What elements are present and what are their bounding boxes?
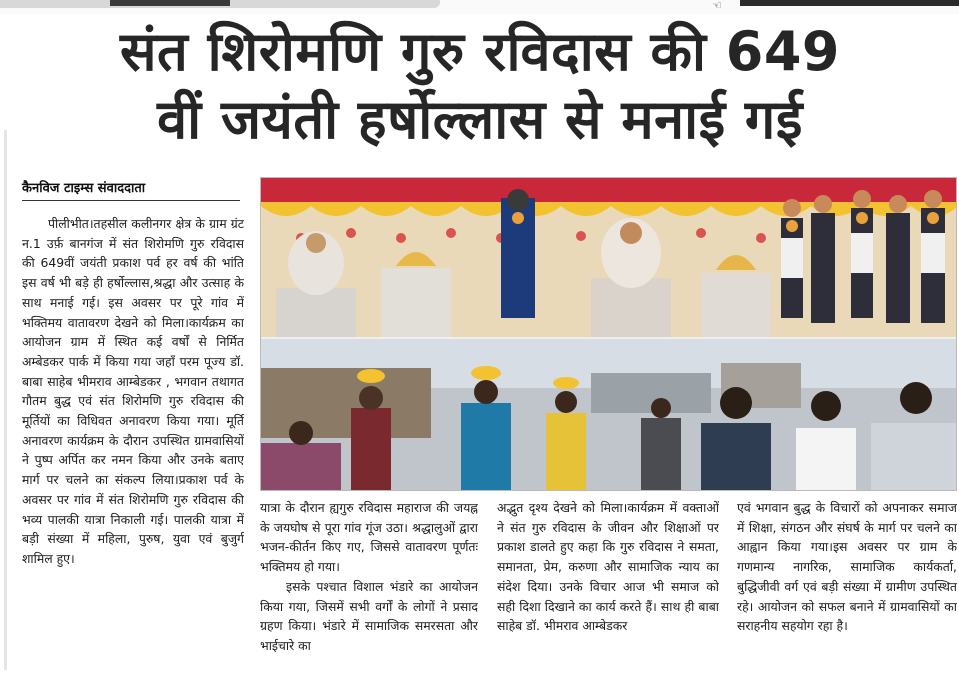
event-photo-collage (260, 177, 957, 491)
cropped-top-strip (0, 0, 959, 14)
column-divider (4, 130, 7, 670)
article-column-3 (497, 498, 719, 674)
byline: कैनविज टाइम्स संवाददाता (22, 178, 240, 201)
article-paragraph: यात्रा के दौरान ह्यगुरु रविदास महाराज की जयह्न के जयघोष से पूरा गांव गूंज उठा। श्रद्धालुओं द्वारा भजन-कीर्तन किए गए, जिससे वातावरण पूर्णतः भक्तिमय हो गया। (260, 500, 478, 575)
article-column-1 (22, 214, 244, 674)
article-paragraph: पीलीभीत।तहसील कलीनगर क्षेत्र के ग्राम ग्रंट न.1 उर्फ़ बानगंज में संत शिरोमणि गुरु रविदास की 649वीं जयंती प्रकाश पर्व हर वर्ष की भांति इस वर्ष भी बड़े ही हर्षोल्लास,श्रद्धा और उत्साह के साथ मनाई गई। इस अवसर पर पूरे गांव में भक्तिमय वातावरण देखने को मिला।कार्यक्रम का आयोजन ग्राम में स्थित कई वर्षों से निर्मित अम्बेडकर पार्क में किया गया जहाँ परम पूज्य डॉ. बाबा साहेब भीमराव आम्बेडकर , भगवान तथागत गौतम बुद्ध एवं संत शिरोमणि गुरु रविदास की मूर्तियों का विधिवत अनावरण किया गया। मूर्ति अनावरण कार्यक्रम के दौरान उपस्थित ग्रामवासियों ने पुष्प अर्पित कर नमन किया और उनके बताए मार्ग पर चलने का संकल्प लिया।प्रकाश पर्व के अवसर पर गांव में संत शिरोमणि गुरु रविदास की भव्य पालकी यात्रा निकाली गई। पालकी यात्रा में बड़ी संख्या में महिला, पुरुष, युवा एवं बुजुर्ग शामिल हुए। (22, 216, 244, 566)
cropped-header-fragment-right (740, 0, 959, 6)
article-headline (10, 18, 950, 168)
article-paragraph: एवं भगवान बुद्ध के विचारों को अपनाकर समाज में शिक्षा, संगठन और संघर्ष के मार्ग पर चलने का आह्वान किया गया।इस अवसर पर ग्राम के गणमान्य नागरिक, सामाजिक कार्यकर्ता, बुद्धिजीवी वर्ग एवं बड़ी संख्या में ग्रामीण उपस्थित रहे। आयोजन को सफल बनाने में ग्रामवासियों का सराहनीय सहयोग रहा है। (737, 500, 957, 634)
headline-line-2: वीं जयंती हर्षोल्लास से मनाई गई (157, 88, 803, 151)
article-column-2 (260, 498, 478, 674)
cropped-header-fragment-dark (110, 0, 230, 6)
headline-line-1: संत शिरोमणि गुरु रविदास की 649 (119, 20, 840, 83)
article-paragraph: अद्भुत दृश्य देखने को मिला।कार्यक्रम में वक्ताओं ने संत गुरु रविदास के जीवन और शिक्षाओं पर प्रकाश डालते हुए कहा कि गुरु रविदास ने समता, समानता, प्रेम, करुणा और सामाजिक न्याय का संदेश दिया। उनके विचार आज भी समाज को सही दिशा दिखाने का कार्य करते हैं। साथ ही बाबा साहेब डॉ. भीमराव आम्बेडकर (497, 500, 719, 634)
pointer-hand-icon: ☜ (712, 0, 722, 12)
article-column-4 (737, 498, 957, 674)
article-paragraph: इसके पश्चात विशाल भंडारे का आयोजन किया गया, जिसमें सभी वर्गों के लोगों ने प्रसाद ग्रहण किया। भंडारे में सामाजिक समरसता और भाईचारे का (260, 578, 478, 653)
